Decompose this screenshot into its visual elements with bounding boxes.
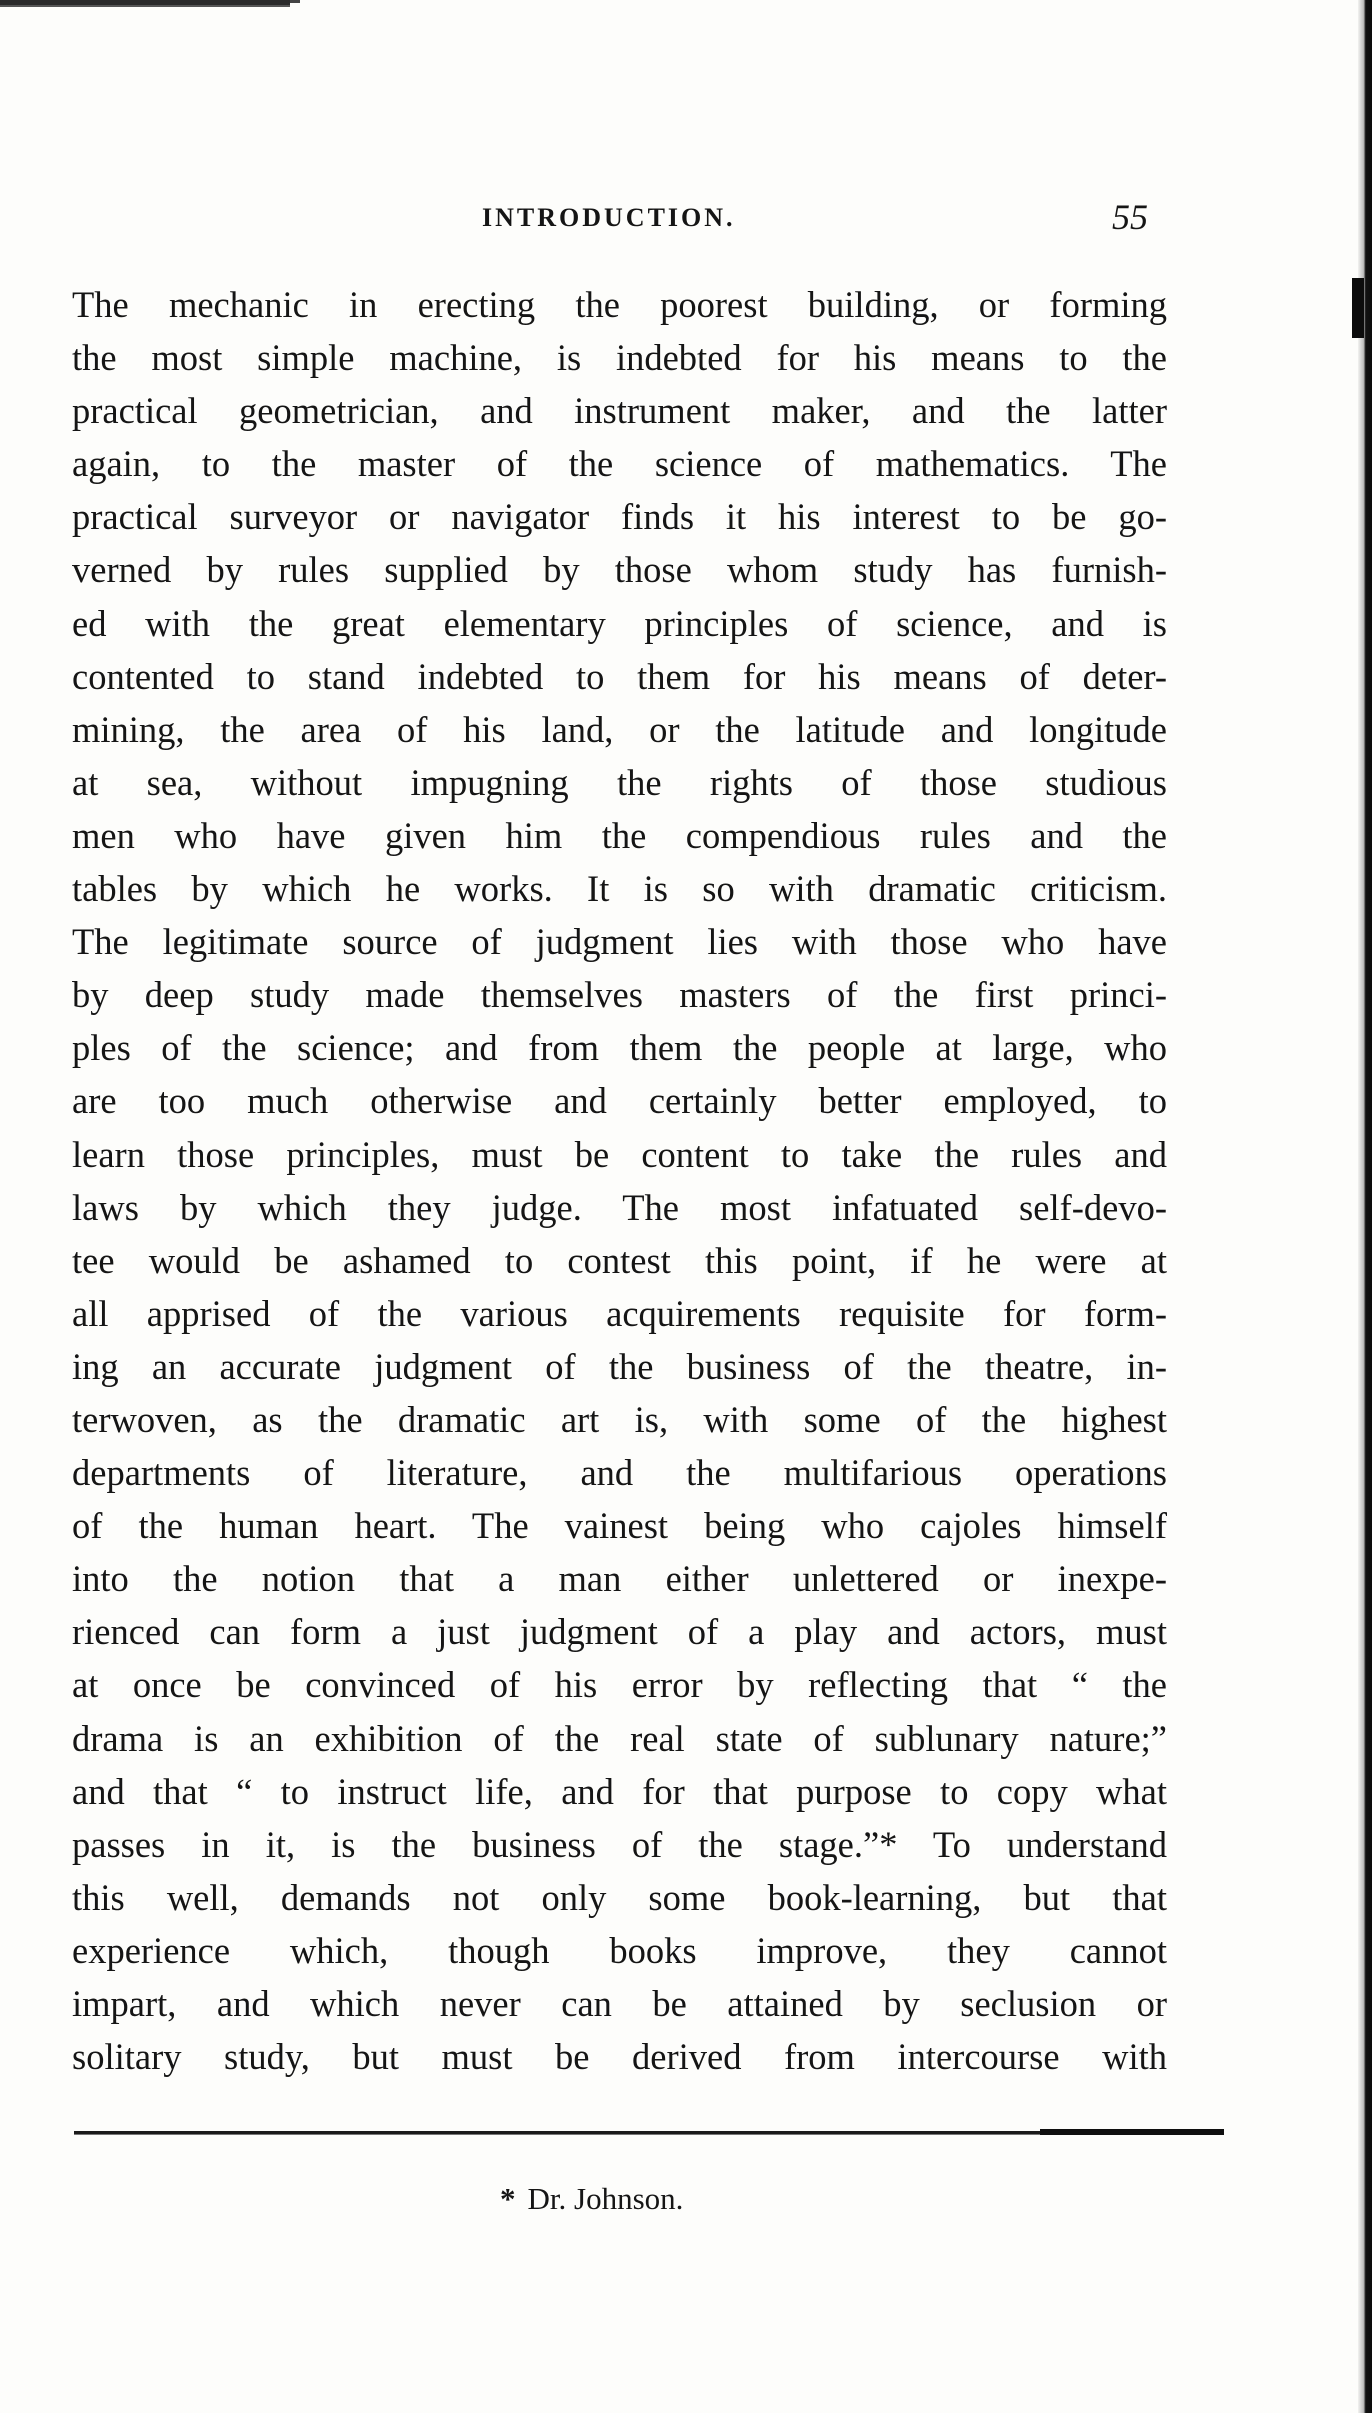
text-line: all apprised of the various acquirements requisite for form- bbox=[72, 1292, 1167, 1334]
page-right-edge-notch bbox=[1352, 278, 1364, 338]
text-line: laws by which they judge. The most infatuated self-devo- bbox=[72, 1186, 1167, 1228]
text-line: experience which, though books improve, they cannot bbox=[72, 1929, 1167, 1971]
text-line: tee would be ashamed to contest this point, if he were at bbox=[72, 1239, 1167, 1281]
text-line: The mechanic in erecting the poorest building, or forming bbox=[72, 284, 1167, 325]
text-line: practical geometrician, and instrument maker, and the latter bbox=[72, 390, 1167, 432]
text-line: ing an accurate judgment of the business of the theatre, in- bbox=[72, 1345, 1167, 1387]
footnote-mark: * bbox=[500, 2181, 516, 2216]
footnote-text: Dr. Johnson. bbox=[527, 2181, 684, 2216]
text-line: are too much otherwise and certainly better employed, to bbox=[72, 1080, 1167, 1122]
text-line: tables by which he works. It is so with dramatic criticism. bbox=[72, 868, 1167, 910]
text-line: terwoven, as the dramatic art is, with some of the highest bbox=[72, 1398, 1167, 1440]
running-title: INTRODUCTION. bbox=[482, 203, 736, 232]
page-top-edge-tail bbox=[290, 0, 300, 3]
text-line: the most simple machine, is indebted for his means to the bbox=[72, 337, 1167, 379]
text-line: departments of literature, and the multifarious operations bbox=[72, 1452, 1167, 1494]
text-line: impart, and which never can be attained by seclusion or bbox=[72, 1983, 1167, 2024]
text-line: learn those principles, must be content to take the rules and bbox=[72, 1133, 1167, 1175]
text-line: verned by rules supplied by those whom study has furnish- bbox=[72, 549, 1167, 591]
footnote-rule-thick-end bbox=[1040, 2129, 1224, 2135]
text-line: mining, the area of his land, or the latitude and longitude bbox=[72, 708, 1167, 750]
page-right-edge-shadow bbox=[1358, 0, 1372, 2413]
text-line: by deep study made themselves masters of the first princi- bbox=[72, 974, 1167, 1016]
text-line: practical surveyor or navigator finds it his interest to be go- bbox=[72, 496, 1167, 538]
text-line: ed with the great elementary principles of science, and is bbox=[72, 602, 1167, 644]
body-text bbox=[72, 278, 1167, 2083]
text-line: contented to stand indebted to them for his means of deter- bbox=[72, 655, 1167, 697]
text-line: at once be convinced of his error by reflecting that “ the bbox=[72, 1664, 1167, 1706]
text-line: and that “ to instruct life, and for that purpose to copy what bbox=[72, 1770, 1167, 1812]
text-line: rienced can form a just judgment of a play and actors, must bbox=[72, 1611, 1167, 1653]
page-number: 55 bbox=[1112, 197, 1148, 237]
text-line: into the notion that a man either unlettered or inexpe- bbox=[72, 1558, 1167, 1600]
text-line: The legitimate source of judgment lies with those who have bbox=[72, 921, 1167, 963]
text-line: passes in it, is the business of the stage.”* To understand bbox=[72, 1823, 1167, 1865]
text-line: solitary study, but must be derived from intercourse with bbox=[72, 2036, 1167, 2078]
text-line: men who have given him the compendious rules and the bbox=[72, 814, 1167, 856]
text-line: ples of the science; and from them the people at large, who bbox=[72, 1027, 1167, 1069]
text-line: again, to the master of the science of mathematics. The bbox=[72, 443, 1167, 485]
text-line: drama is an exhibition of the real state of sublunary nature;” bbox=[72, 1717, 1167, 1759]
page-top-edge-shadow bbox=[0, 0, 290, 7]
text-line: this well, demands not only some book-learning, but that bbox=[72, 1876, 1167, 1918]
text-line: of the human heart. The vainest being who cajoles himself bbox=[72, 1505, 1167, 1547]
footnote bbox=[500, 2181, 683, 2217]
text-line: at sea, without impugning the rights of those studious bbox=[72, 761, 1167, 803]
